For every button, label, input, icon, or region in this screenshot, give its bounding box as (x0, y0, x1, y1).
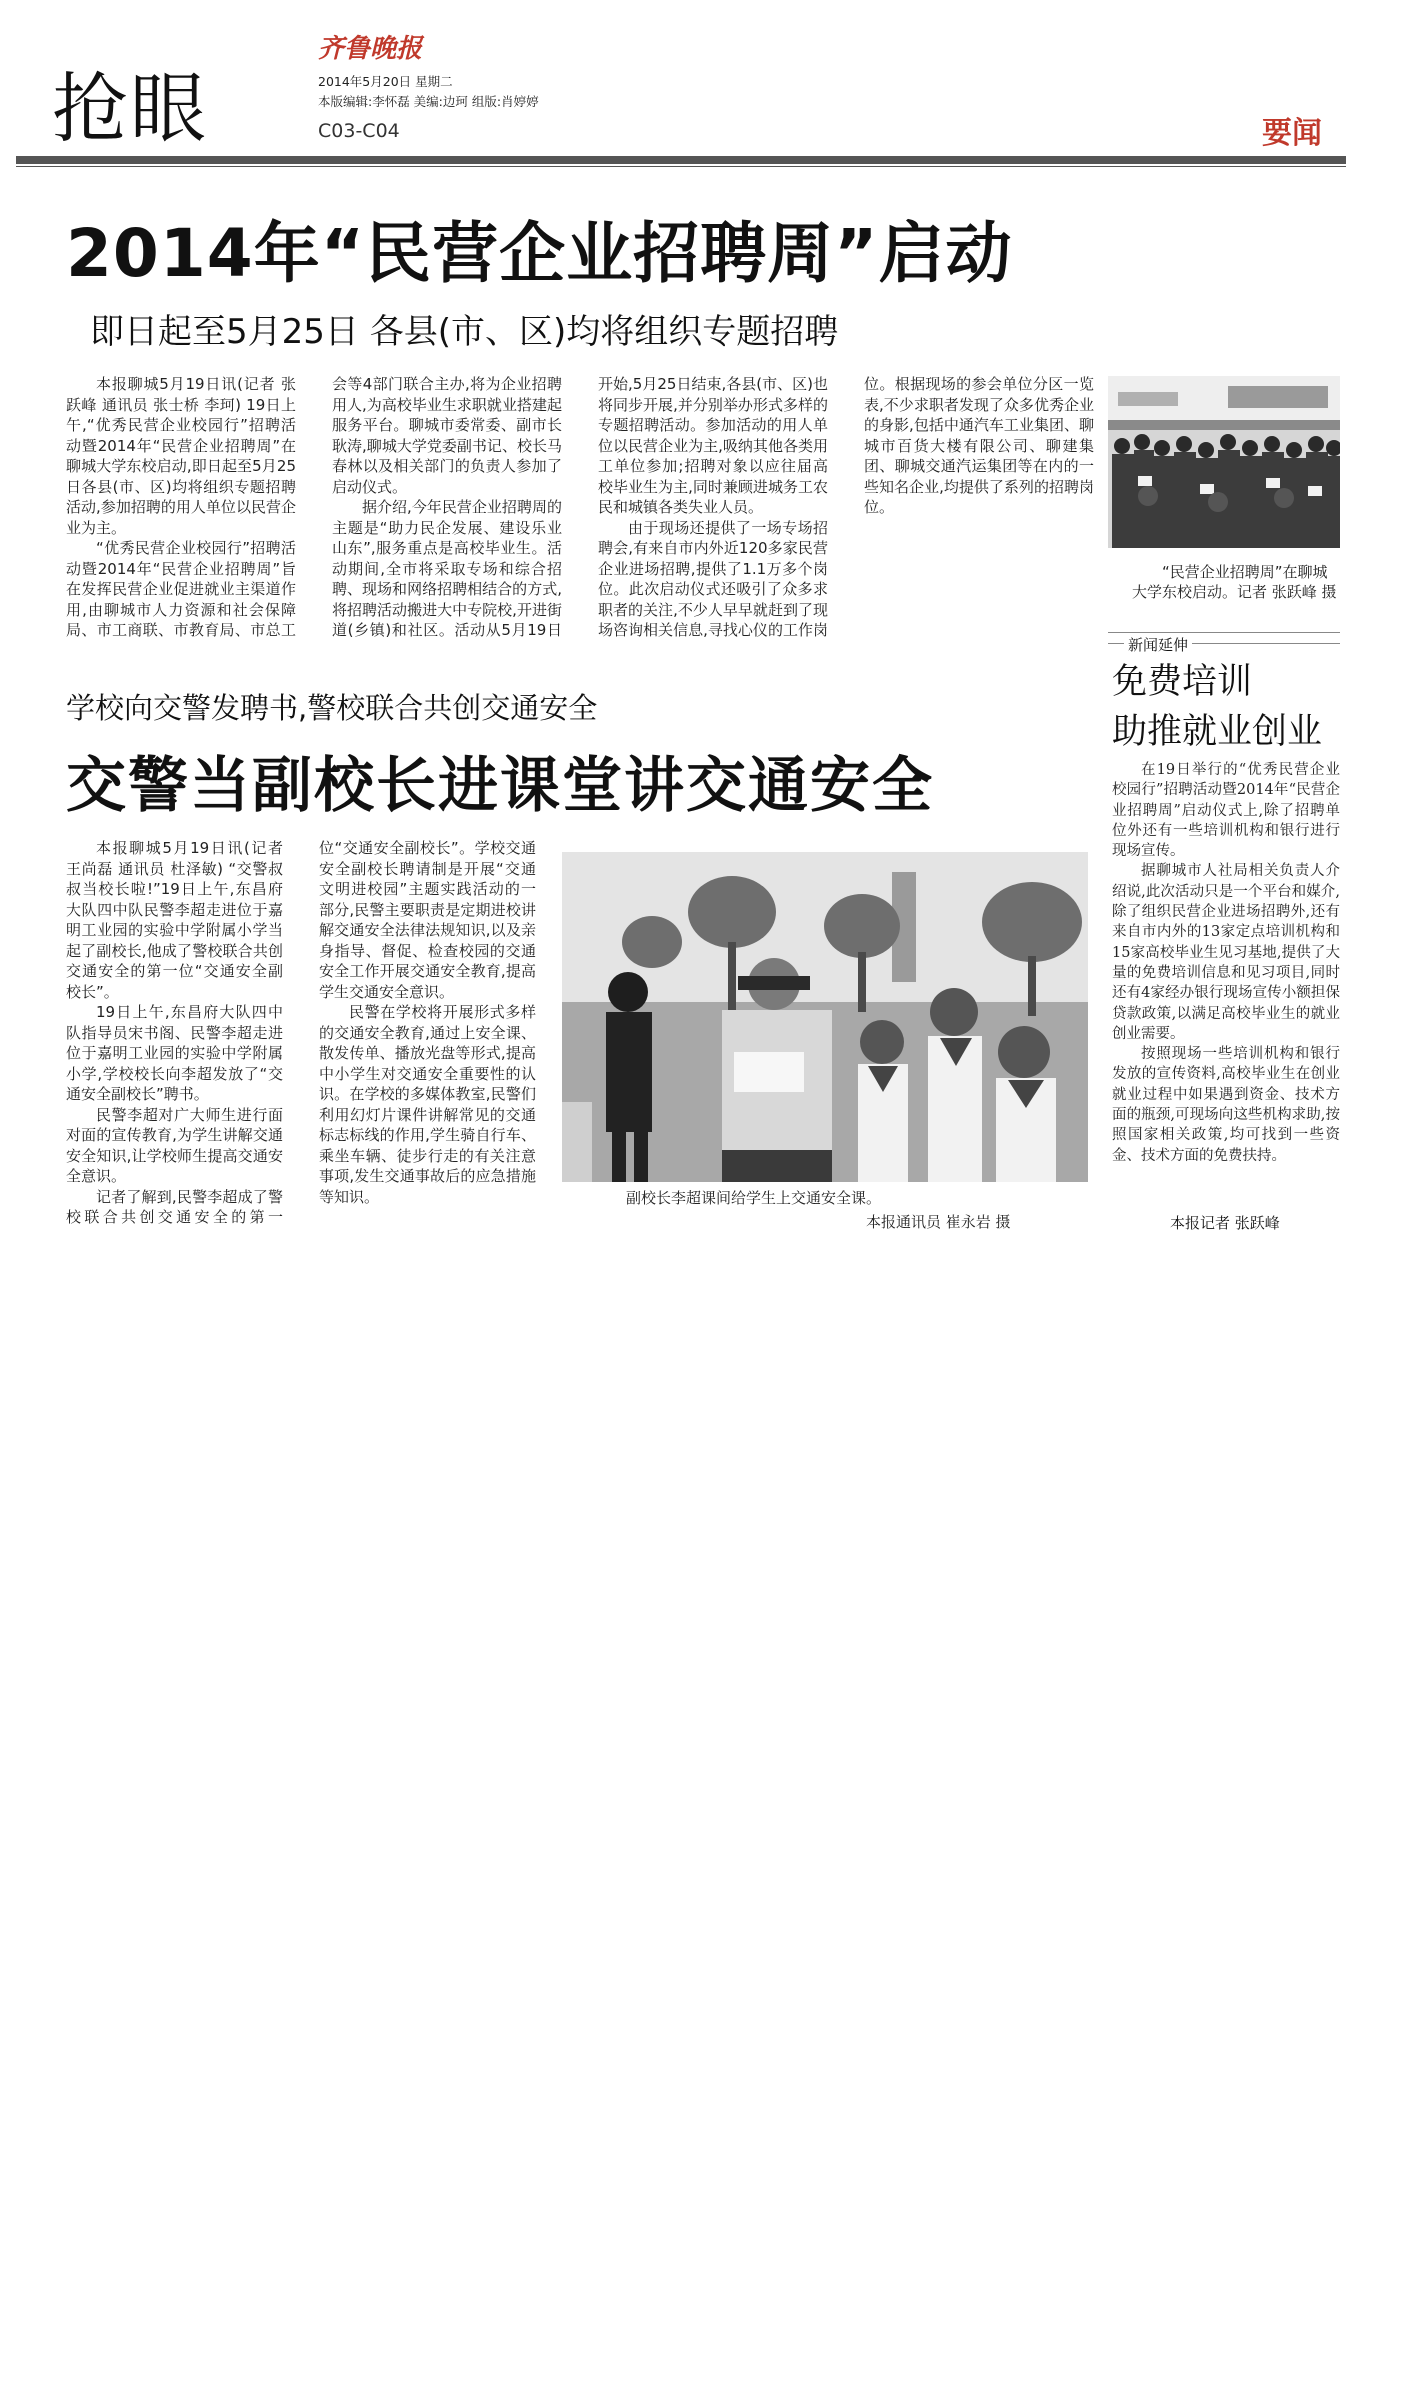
sidebar-paragraph: 据聊城市人社局相关负责人介绍说,此次活动只是一个平台和媒介,除了组织民营企业进场招聘外,还有来自市内外的13家定点培训机构和15家高校毕业生见习基地,提供了大量的免费培训信息和见习项目,同时还有4家经办银行现场宣传小额担保贷款政策,以满足高校毕业生的就业创业需要。 (1112, 863, 1340, 1042)
article2-text-frame (66, 838, 536, 1242)
traffic-photo-caption-line2: 本报通讯员 崔永岩 摄 (866, 1213, 1011, 1231)
article2-paragraph: 记者了解到,民警李超成了警校联合共创交通安全的第一位“交通安全副校长”。学校交通安全副校长聘请制是开展“交通文明进校园”主题实践活动的一部分,民警主要职责是定期进校讲解交通安全法律法规知识,以及亲身指导、督促、检查校园的交通安全工作开展交通安全教育,提高学生交通安全意识。 (66, 839, 536, 1226)
masthead-title: 抢眼 (52, 64, 208, 153)
article1-paragraph: 本报聊城5月19日讯(记者 张跃峰 通讯员 张士桥 李珂) 19日上午,“优秀民营企业校园行”招聘活动暨2014年“民营企业招聘周”在聊城大学东校启动,即日起至5月25日各县(市、区)均将组织专题招聘活动,参加招聘的用人单位以民营企业为主。 (66, 375, 296, 537)
article1-headline: 2014年“民营企业招聘周”启动 (66, 215, 1013, 292)
job-fair-photo (1108, 376, 1340, 548)
article1-paragraph: “优秀民营企业校园行”招聘活动暨2014年“民营企业招聘周”旨在发挥民营企业促进就业主渠道作用,由聊城市人力资源和社会保障局、市工商联、市教育局、市总工会等4部门联合主办,将为企业招聘用人,为高校毕业生求职就业搭建起服务平台。聊城市委常委、副市长耿涛,聊城大学党委副书记、校长马春林以及相关部门的负责人参加了启动仪式。 (66, 375, 562, 639)
traffic-photo-caption-line1: 副校长李超课间给学生上交通安全课。 (626, 1189, 882, 1207)
article2-headline: 交警当副校长进课堂讲交通安全 (66, 751, 934, 821)
traffic-class-photo-image (562, 852, 1088, 1182)
sidebar-headline-line1: 免费培训 (1112, 662, 1253, 702)
staff-line: 本版编辑:李怀磊 美编:边珂 组版:肖婷婷 (318, 94, 539, 109)
sidebar-paragraph: 按照现场一些培训机构和银行发放的宣传资料,高校毕业生在创业就业过程中如果遇到资金、技术方面的瓶颈,可现场向这些机构求助,按照国家相关政策,均可找到一些资金、技术方面的免费扶持。 (1112, 1046, 1340, 1164)
article2-paragraph: 本报聊城5月19日讯(记者 王尚磊 通讯员 杜泽敏) “交警叔叔当校长啦!”19日上午,东昌府大队四中队民警李超走进位于嘉明工业园的实验中学附属小学当起了副校长,他成了警校联合共创交通安全的第一位“交通安全副校长”。 (66, 839, 283, 1001)
header-rule-thin (16, 166, 1346, 167)
traffic-class-photo (562, 852, 1088, 1182)
job-fair-photo-caption: “民营企业招聘周”在聊城大学东校启动。记者 张跃峰 摄 (1132, 563, 1337, 601)
article2-kicker: 学校向交警发聘书,警校联合共创交通安全 (66, 691, 598, 725)
article1-paragraph: 由于现场还提供了一场专场招聘会,有来自市内外近120多家民营企业进场招聘,提供了1.1万多个岗位。此次启动仪式还吸引了众多求职者的关注,不少人早早就赶到了现场咨询相关信息,寻找心仪的工作岗位。根据现场的参会单位分区一览表,不少求职者发现了众多优秀企业的身影,包括中通汽车工业集团、聊城市百货大楼有限公司、聊建集团、聊城交通汽运集团等在内的一些知名企业,均提供了系列的招聘岗位。 (598, 375, 1094, 639)
sidebar-rule (1108, 632, 1340, 633)
newspaper-logo: 齐鲁晚报 (318, 34, 423, 64)
header-rule (16, 156, 1346, 164)
article2-paragraph: 19日上午,东昌府大队四中队指导员宋书阁、民警李超走进位于嘉明工业园的实验中学附属小学,学校校长向李超发放了“交通安全副校长”聘书。 (66, 1003, 283, 1103)
page-numbers: C03-C04 (318, 120, 400, 142)
job-fair-photo-image (1108, 376, 1340, 548)
sidebar-byline: 本报记者 张跃峰 (1170, 1214, 1280, 1232)
sidebar-headline-line2: 助推就业创业 (1112, 712, 1323, 752)
sidebar-text-frame (1112, 760, 1340, 1166)
date-line: 2014年5月20日 星期二 (318, 74, 453, 89)
article1-text-frame (66, 374, 1094, 646)
article2-paragraph: 民警在学校将开展形式多样的交通安全教育,通过上安全课、散发传单、播放光盘等形式,提高中小学生对交通安全重要性的认识。在学校的多媒体教室,民警们利用幻灯片课件讲解常见的交通标志标线的作用,学生骑自行车、乘坐车辆、徒步行走的有关注意事项,发生交通事故后的应急措施等知识。 (319, 1003, 536, 1206)
section-label: 要闻 (1262, 116, 1322, 151)
sidebar-paragraph: 在19日举行的“优秀民营企业校园行”招聘活动暨2014年“民营企业招聘周”启动仪式上,除了招聘单位外还有一些培训机构和银行进行现场宣传。 (1112, 762, 1340, 860)
article1-paragraph: 据介绍,今年民营企业招聘周的主题是“助力民企发展、建设乐业山东”,服务重点是高校毕业生。活动期间,全市将采取专场和综合招聘、现场和网络招聘相结合的方式,将招聘活动搬进大中专院校,开进街道(乡镇)和社区。活动从5月19日开始,5月25日结束,各县(市、区)也将同步开展,并分别举办形式多样的专题招聘活动。参加活动的用人单位以民营企业为主,吸纳其他各类用工单位参加;招聘对象以应往届高校毕业生为主,同时兼顾进城务工农民和城镇各类失业人员。 (332, 375, 828, 639)
article1-subhead: 即日起至5月25日 各县(市、区)均将组织专题招聘 (90, 312, 839, 352)
article2-paragraph: 民警李超对广大师生进行面对面的宣传教育,为学生讲解交通安全知识,让学校师生提高交通安全意识。 (66, 1105, 283, 1185)
sidebar-kicker: 新闻延伸 (1124, 634, 1192, 655)
